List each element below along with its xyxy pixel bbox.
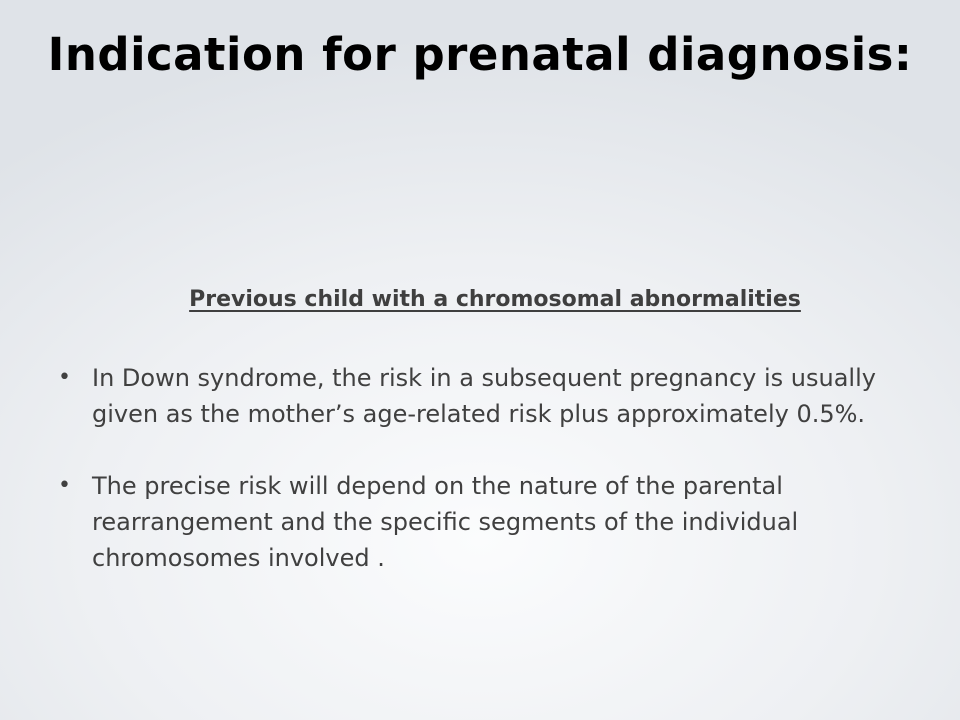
bullet-list [58,360,918,612]
bullet-item [58,468,918,576]
slide-title: Indication for prenatal diagnosis: [47,28,913,81]
bullet-text: The precise risk will depend on the nature of the parental rearrangement and the specific segments of the individual chromosomes involved . [92,472,799,572]
bullet-marker: • [58,473,71,498]
bullet-text: In Down syndrome, the risk in a subsequent pregnancy is usually given as the mother’s age-related risk plus approximately 0.5%. [92,364,876,428]
bullet-item [58,360,918,432]
bullet-marker: • [58,365,71,390]
section-subtitle: Previous child with a chromosomal abnormalities [189,287,801,312]
